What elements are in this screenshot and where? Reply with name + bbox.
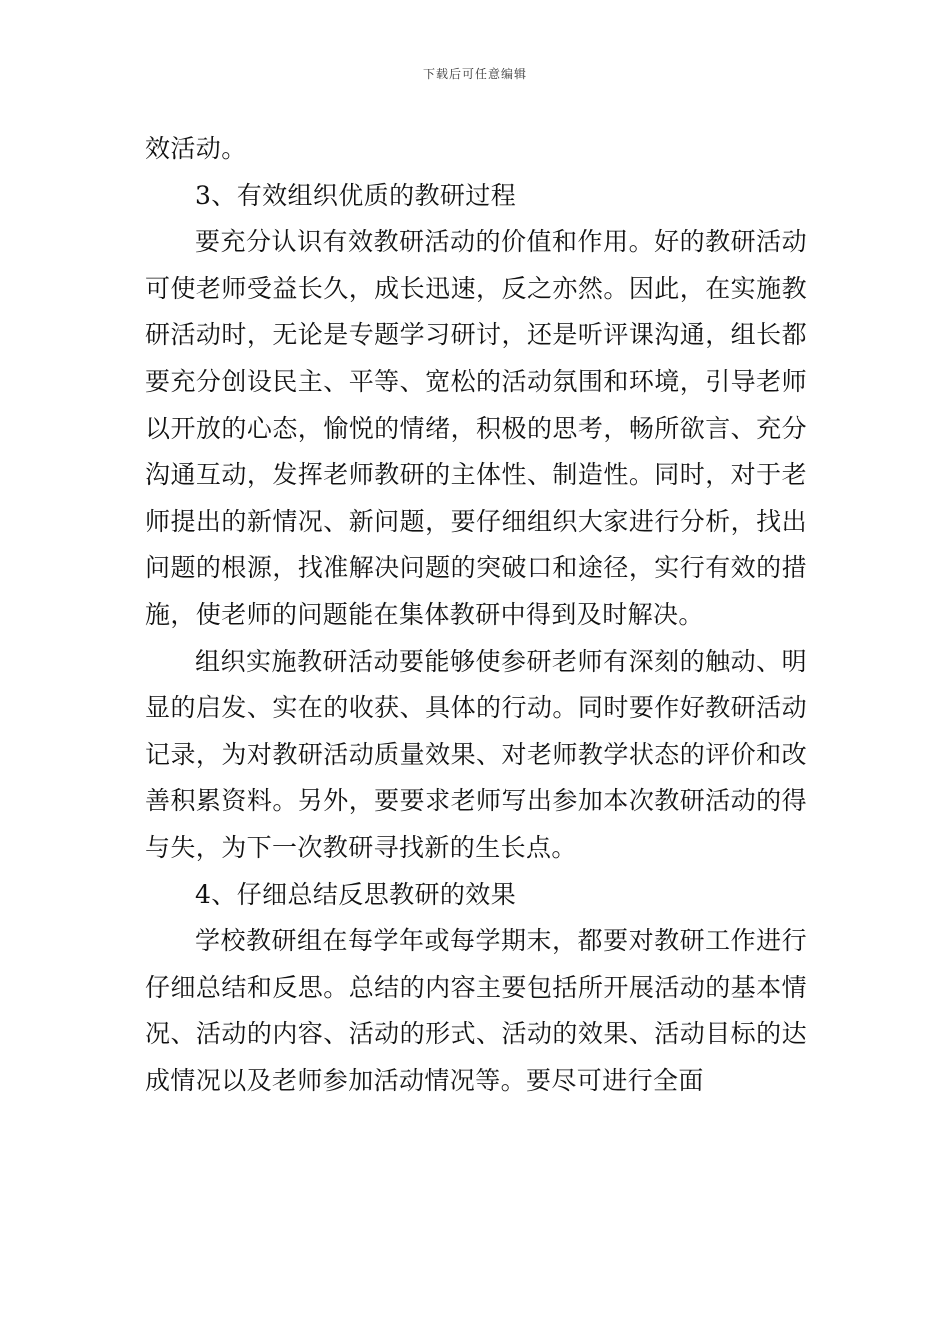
paragraph: 要充分认识有效教研活动的价值和作用。好的教研活动可使老师受益长久，成长迅速，反之亦然。因此，在实施教研活动时，无论是专题学习研讨，还是听评课沟通，组长都要充分创设民主、平等、宽松的活动氛围和环境，引导老师以开放的心态，愉悦的情绪，积极的思考，畅所欲言、充分沟通互动，发挥老师教研的主体性、制造性。同时，对于老师提出的新情况、新问题，要仔细组织大家进行分析，找出问题的根源，找准解决问题的突破口和途径，实行有效的措施，使老师的问题能在集体教研中得到及时解决。 bbox=[145, 227, 807, 629]
section-heading-3: 3、有效组织优质的教研过程 bbox=[195, 180, 517, 210]
paragraph-continuation: 效活动。 bbox=[145, 134, 247, 163]
body-text bbox=[145, 126, 807, 1104]
paragraph: 组织实施教研活动要能够使参研老师有深刻的触动、明显的启发、实在的收获、具体的行动。同时要作好教研活动记录，为对教研活动质量效果、对老师教学状态的评价和改善积累资料。另外，要要求老师写出参加本次教研活动的得与失，为下一次教研寻找新的生长点。 bbox=[145, 646, 807, 862]
paragraph: 学校教研组在每学年或每学期末，都要对教研工作进行仔细总结和反思。总结的内容主要包括所开展活动的基本情况、活动的内容、活动的形式、活动的效果、活动目标的达成情况以及老师参加活动情况等。要尽可进行全面 bbox=[145, 926, 807, 1095]
section-heading-4: 4、仔细总结反思教研的效果 bbox=[195, 879, 517, 909]
header-note: 下载后可任意编辑 bbox=[422, 67, 527, 81]
